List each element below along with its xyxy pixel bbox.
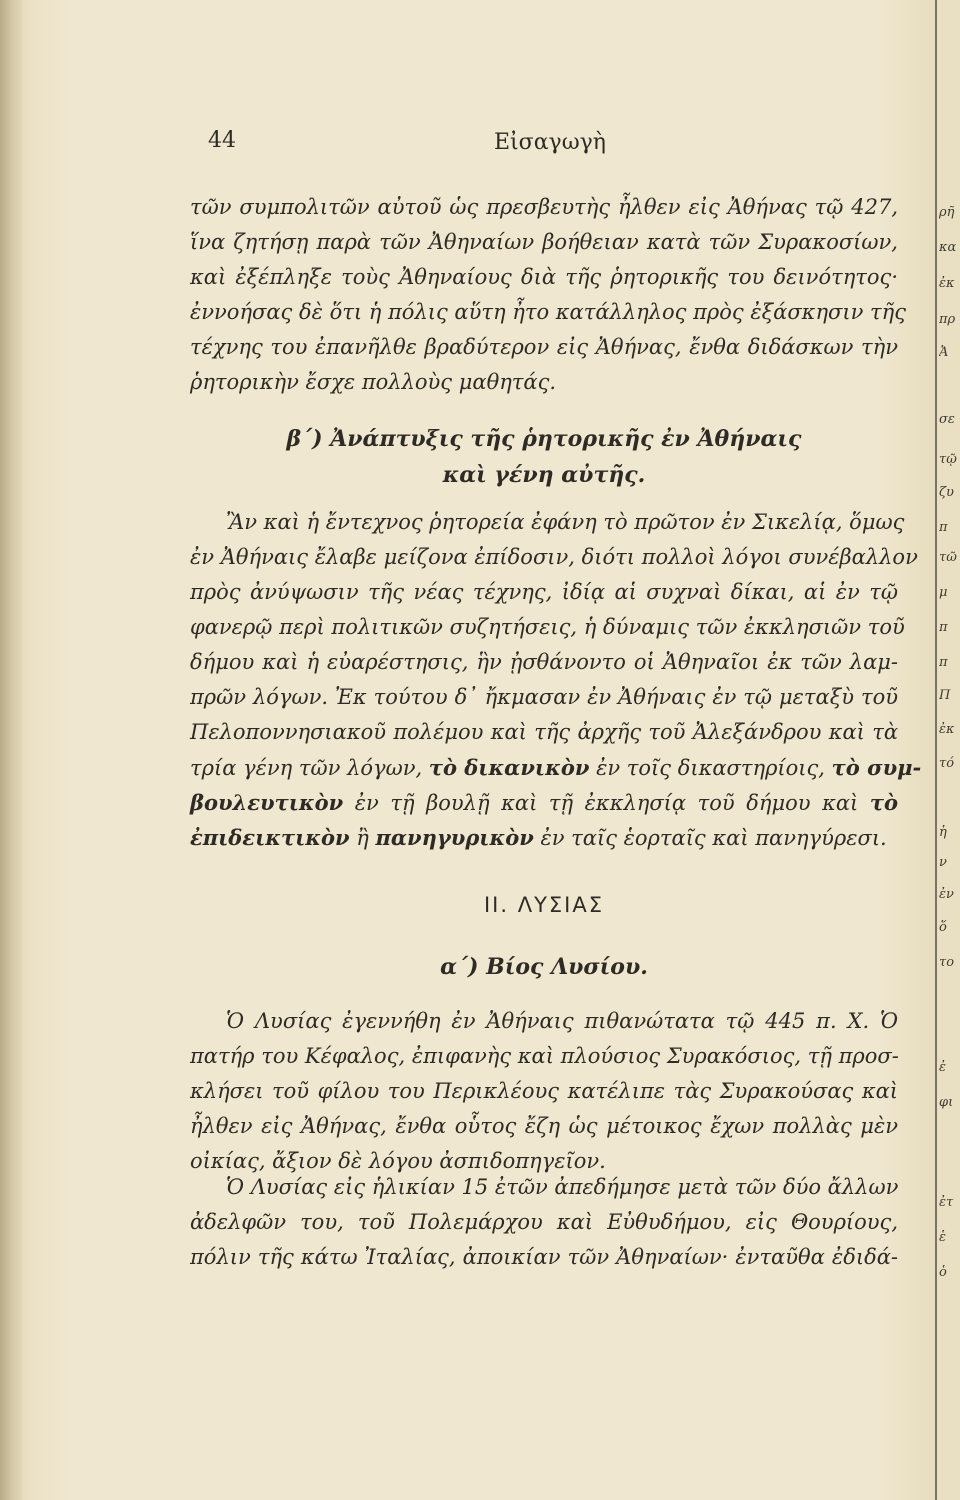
text-line: τέχνης του ἐπανῆλθε βραδύτερον εἰς Ἀθήνας, ἔνθα διδάσκων τὴν: [190, 335, 898, 359]
text-line: ἀδελφῶν του, τοῦ Πολεμάρχου καὶ Εὐθυδήμου, εἰς Θουρίους,: [190, 1210, 898, 1234]
paragraph-2: [190, 505, 922, 855]
text-line: πόλιν τῆς κάτω Ἰταλίας, ἀποικίαν τῶν Ἀθηναίων· ἐνταῦθα ἐδιδά-: [190, 1245, 898, 1269]
text-line: πρὸς ἀνύψωσιν τῆς νέας τέχνης, ἰδίᾳ αἱ συχναὶ δίκαι, αἱ ἐν τῷ: [190, 580, 898, 604]
paragraph-1: [190, 190, 906, 400]
text-line: [190, 820, 898, 855]
text-line: φανερῷ περὶ πολιτικῶν συζητήσεις, ἡ δύναμις τῶν ἐκκλησιῶν τοῦ: [190, 615, 905, 639]
text-line: ῥητορικὴν ἔσχε πολλοὺς μαθητάς.: [190, 370, 557, 394]
facing-fragment: ἐν: [939, 887, 954, 902]
text-line: οἰκίας, ἄξιον δὲ λόγου ἀσπιδοπηγεῖον.: [190, 1149, 606, 1173]
facing-fragment: ρῆ: [939, 205, 955, 220]
text-line: κλήσει τοῦ φίλου του Περικλέους κατέλιπε τὰς Συρακούσας καὶ: [190, 1079, 898, 1103]
facing-fragment: μ: [939, 585, 948, 600]
facing-fragment: ν: [939, 855, 947, 870]
facing-fragment: κα: [939, 240, 957, 255]
text-fragment: ἢ: [349, 826, 376, 850]
text-fragment: ἐν τῇ βουλῇ καὶ τῇ ἐκκλησίᾳ τοῦ δήμου καὶ: [343, 791, 870, 815]
bold-term-symbouleutikon-cont: βουλευτικὸν: [190, 790, 344, 815]
running-title: Εἰσαγωγὴ: [494, 130, 606, 155]
text-line: Ἂν καὶ ἡ ἔντεχνος ῥητορεία ἐφάνη τὸ πρῶτον ἐν Σικελίᾳ, ὅμως: [226, 510, 905, 534]
text-line: πατήρ του Κέφαλος, ἐπιφανὴς καὶ πλούσιος Συρακόσιος, τῇ προσ-: [190, 1044, 899, 1068]
page-header: [0, 128, 935, 168]
section-title: II. ΛΥΣΙΑΣ: [483, 893, 605, 917]
paragraph-4: [190, 1170, 898, 1275]
subheading-a: α΄) Βίος Λυσίου.: [440, 954, 648, 980]
bold-term-epideiktikon: ἐπιδεικτικὸν: [190, 825, 350, 850]
text-line: ἵνα ζητήσῃ παρὰ τῶν Ἀθηναίων βοήθειαν κατὰ τῶν Συρακοσίων,: [190, 230, 898, 254]
subheading-b-line-2: καὶ γένη αὐτῆς.: [442, 462, 646, 488]
facing-fragment: τῷ: [939, 452, 957, 467]
text-line: τῶν συμπολιτῶν αὐτοῦ ὡς πρεσβευτὴς ἦλθεν εἰς Ἀθήνας τῷ 427,: [190, 195, 898, 219]
bold-term-dikanikon: τὸ δικανικὸν: [428, 755, 590, 780]
facing-fragment: σε: [939, 412, 955, 427]
text-line: ἦλθεν εἰς Ἀθήνας, ἔνθα οὗτος ἔζη ὡς μέτοικος ἔχων πολλὰς μὲν: [190, 1114, 898, 1138]
text-fragment: ἐν ταῖς ἑορταῖς καὶ πανηγύρεσι.: [533, 826, 887, 850]
facing-fragment: ὁ: [939, 1265, 947, 1280]
facing-fragment: π: [939, 620, 948, 635]
facing-fragment: τό: [939, 756, 955, 771]
page-gutter-shadow: [0, 0, 22, 1500]
facing-fragment: ἡ: [939, 825, 947, 840]
facing-fragment: ἐκ: [939, 276, 955, 291]
text-line: Πελοποννησιακοῦ πολέμου καὶ τῆς ἀρχῆς τοῦ Ἀλεξάνδρου καὶ τὰ: [190, 720, 898, 744]
facing-fragment: ἐ: [939, 1060, 946, 1075]
text-line: [190, 785, 898, 820]
text-line: πρῶν λόγων. Ἐκ τούτου δ᾽ ἤκμασαν ἐν Ἀθήναις ἐν τῷ μεταξὺ τοῦ: [190, 685, 898, 709]
facing-fragment: π: [939, 520, 948, 535]
facing-fragment: ζυ: [939, 485, 954, 500]
text-fragment: ἐν τοῖς δικαστηρίοις,: [589, 756, 832, 780]
facing-fragment: το: [939, 955, 955, 970]
facing-fragment: ἑ: [939, 1230, 946, 1245]
page-number: 44: [208, 128, 236, 153]
text-line: ἐν Ἀθήναις ἔλαβε μείζονα ἐπίδοσιν, διότι πολλοὶ λόγοι συνέβαλλον: [190, 545, 918, 569]
facing-fragment: ἐτ: [939, 1195, 954, 1210]
facing-page-edge: [935, 0, 960, 1500]
text-line: ἐννοήσας δὲ ὅτι ἡ πόλις αὕτη ἦτο κατάλληλος πρὸς ἐξάσκησιν τῆς: [190, 300, 906, 324]
text-line: δήμου καὶ ἡ εὐαρέστησις, ἣν ᾐσθάνοντο οἱ Ἀθηναῖοι ἐκ τῶν λαμ-: [190, 650, 898, 674]
text-line: Ὁ Λυσίας ἐγεννήθη ἐν Ἀθήναις πιθανώτατα τῷ 445 π. Χ. Ὁ: [226, 1009, 898, 1033]
text-line: [190, 750, 922, 785]
text-line: Ὁ Λυσίας εἰς ἡλικίαν 15 ἐτῶν ἀπεδήμησε μετὰ τῶν δύο ἄλλων: [226, 1175, 899, 1199]
bold-term-to: τὸ: [869, 790, 898, 815]
facing-fragment: Ἀ: [939, 345, 949, 360]
text-fragment: τρία γένη τῶν λόγων,: [190, 756, 429, 780]
facing-fragment: φι: [939, 1095, 954, 1110]
bold-term-panegyrikon: πανηγυρικὸν: [375, 825, 534, 850]
facing-fragment: ὅ: [939, 920, 947, 935]
facing-fragment: τῶ: [939, 550, 957, 565]
facing-fragment: π: [939, 655, 948, 670]
subheading-b-line-1: β΄) Ἀνάπτυξις τῆς ῥητορικῆς ἐν Ἀθήναις: [286, 426, 802, 452]
facing-fragment: Π: [939, 688, 951, 703]
text-line: καὶ ἐξέπληξε τοὺς Ἀθηναίους διὰ τῆς ῥητορικῆς του δεινότητος·: [190, 265, 898, 289]
bold-term-symbouleutikon: τὸ συμ-: [831, 755, 922, 780]
facing-fragment: ἐκ: [939, 722, 955, 737]
facing-fragment: πρ: [939, 312, 956, 327]
paragraph-3: [190, 1004, 898, 1179]
